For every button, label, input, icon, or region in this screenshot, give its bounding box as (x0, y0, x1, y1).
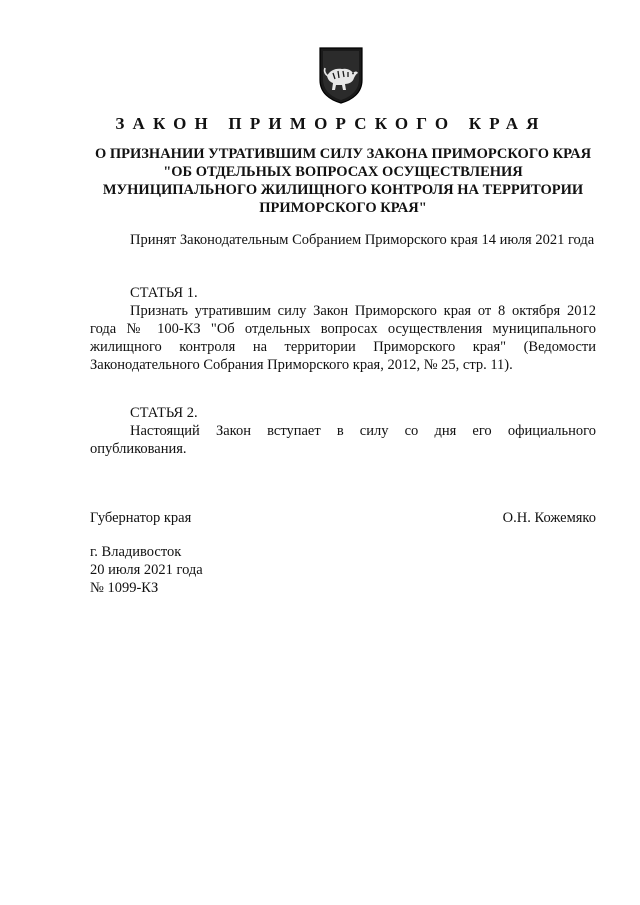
law-subtitle: О ПРИЗНАНИИ УТРАТИВШИМ СИЛУ ЗАКОНА ПРИМОРСКОГО КРАЯ "ОБ ОТДЕЛЬНЫХ ВОПРОСАХ ОСУЩЕСТВЛЕНИЯ МУНИЦИПАЛЬНОГО ЖИЛИЩНОГО КОНТРОЛЯ НА ТЕРРИТОРИИ ПРИМОРСКОГО КРАЯ" (94, 146, 592, 216)
place-of-signing: г. Владивосток (90, 544, 182, 560)
signatory-name: О.Н. Кожемяко (502, 510, 596, 526)
article-1-text: Признать утратившим силу Закон Приморского края от 8 октября 2012 года № 100-КЗ "Об отдельных вопросах осуществления муниципального жилищного контроля на территории Приморского края" (Ведомости Законодательного Собрания Приморского края, 2012, № 25, стр. 11). (90, 303, 596, 373)
adoption-text: Принят Законодательным Собранием Приморского края 14 июля 2021 года (130, 232, 595, 248)
coat-of-arms-icon (318, 46, 364, 104)
law-number: № 1099-КЗ (90, 580, 159, 596)
article-2-heading: СТАТЬЯ 2. (130, 405, 198, 421)
article-2-text: Настоящий Закон вступает в силу со дня его официального опубликования. (90, 423, 596, 457)
law-title: ЗАКОН ПРИМОРСКОГО КРАЯ (115, 114, 547, 133)
article-1-heading: СТАТЬЯ 1. (130, 285, 198, 301)
adoption-note (90, 231, 596, 249)
signatory-position: Губернатор края (90, 510, 192, 526)
article-1-body (90, 302, 596, 374)
signing-date: 20 июля 2021 года (90, 562, 203, 578)
article-2-body (90, 422, 596, 458)
